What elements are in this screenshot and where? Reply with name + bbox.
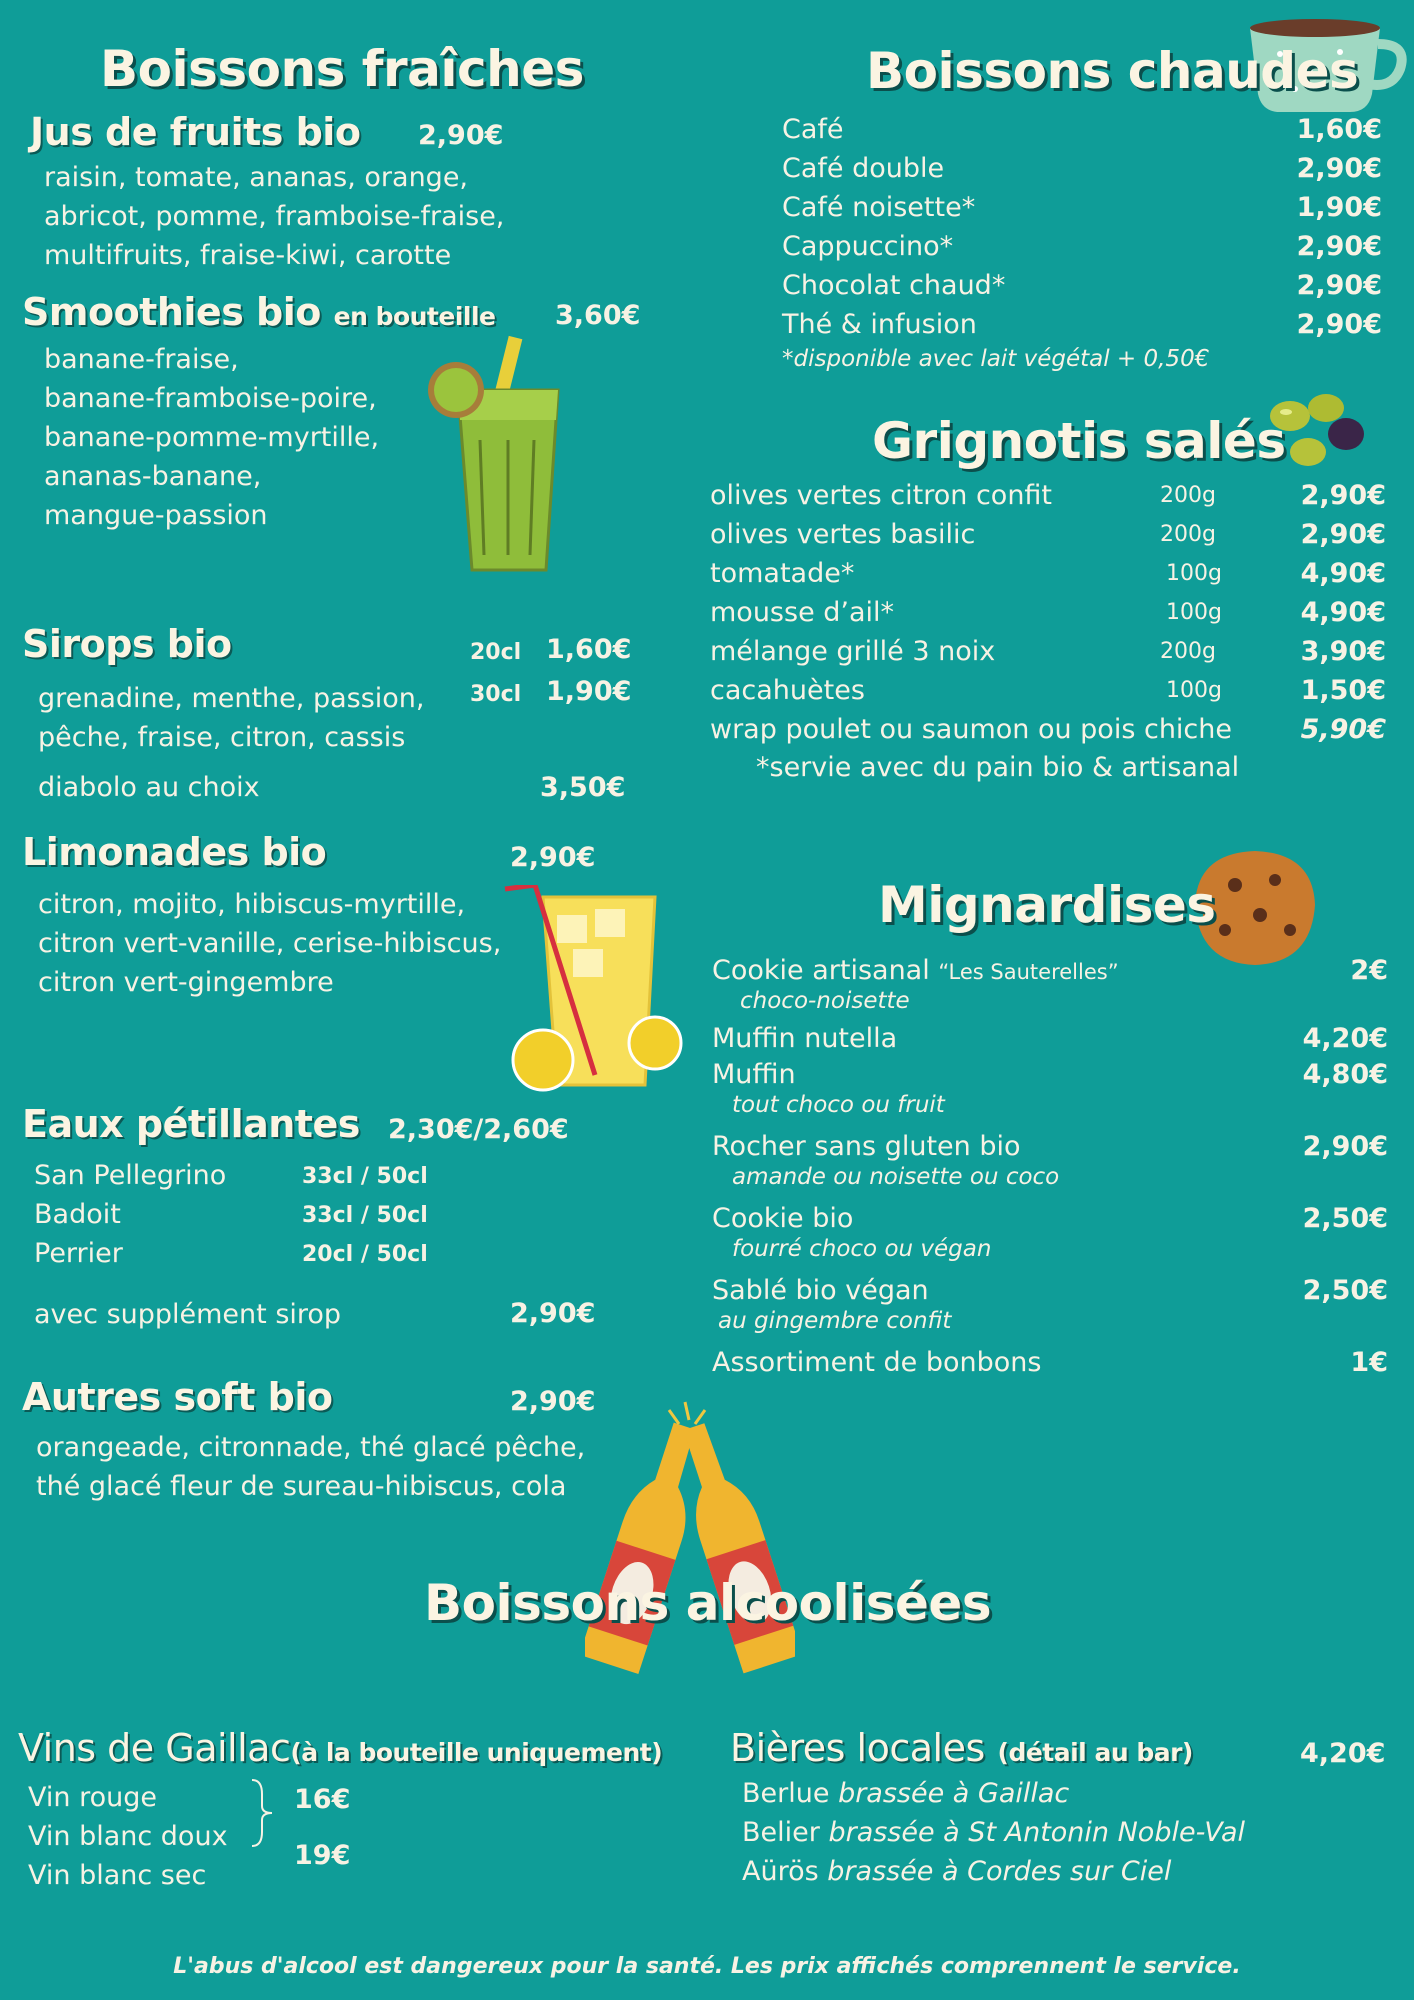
autres-line-1: orangeade, citronnade, thé glacé pêche, (36, 1432, 586, 1463)
item-name: Café (782, 114, 844, 145)
biere-row: Aürös brassée à Cordes sur Ciel (742, 1856, 1172, 1887)
item-name: Cookie artisanal “Les Sauterelles” (712, 954, 1119, 986)
mignardise-row (712, 1272, 1388, 1308)
bieres-suffix: (détail au bar) (997, 1738, 1193, 1767)
mignardise-row (712, 1200, 1388, 1236)
autres-line-2: thé glacé fleur de sureau-hibiscus, cola (36, 1471, 567, 1502)
limonades-line-3: citron vert-gingembre (38, 967, 334, 998)
item-name: Cappuccino* (782, 231, 954, 262)
item-price: 2,90€ (1296, 231, 1382, 262)
chaudes-note: *disponible avec lait végétal + 0,50€ (782, 346, 1210, 372)
chaudes-row (782, 227, 1382, 266)
limonades-title: Limonades bio (22, 830, 327, 874)
item-price: 1,60€ (1296, 114, 1382, 145)
vin-blanc-doux: Vin blanc doux (28, 1821, 228, 1852)
title-boissons-fraiches: Boissons fraîches (100, 40, 584, 98)
item-price: 1€ (1350, 1346, 1388, 1378)
sirops-line-2: pêche, fraise, citron, cassis (38, 722, 406, 753)
smoothies-suffix: en bouteille (333, 302, 496, 331)
smoothies-price: 3,60€ (555, 300, 641, 331)
vin-rouge: Vin rouge (28, 1782, 157, 1813)
item-price: 4,90€ (1300, 558, 1386, 589)
item-weight: 200g (1160, 522, 1216, 547)
eaux-item-2: Badoit (34, 1199, 121, 1230)
item-weight: 100g (1166, 678, 1222, 703)
item-price: 2,90€ (1300, 480, 1386, 511)
item-name: Café double (782, 153, 945, 184)
grignotis-row (710, 593, 1386, 632)
limonades-line-1: citron, mojito, hibiscus-myrtille, (38, 889, 466, 920)
item-price: 2,90€ (1296, 309, 1382, 340)
biere-row: Belier brassée à St Antonin Noble-Val (742, 1817, 1246, 1848)
title-mignardises: Mignardises (878, 876, 1216, 934)
item-weight: 200g (1160, 483, 1216, 508)
beer-bottles-icon (585, 1400, 795, 1690)
vins-title: Vins de Gaillac(à la bouteille uniquement) (18, 1726, 663, 1770)
vins-price-2: 19€ (294, 1840, 351, 1871)
jus-line-3: multifruits, fraise-kiwi, carotte (44, 240, 452, 271)
sirops-size-1: 20cl (470, 640, 522, 665)
grignotis-list (710, 476, 1386, 749)
autres-title: Autres soft bio (22, 1375, 333, 1419)
chaudes-row (782, 110, 1382, 149)
item-price: 3,90€ (1300, 636, 1386, 667)
item-name: mélange grillé 3 noix (710, 636, 996, 667)
eaux-size-1: 33cl / 50cl (302, 1164, 428, 1189)
item-price: 4,20€ (1302, 1022, 1388, 1054)
grignotis-row (710, 710, 1386, 749)
wrap-price: 5,90€ (1300, 714, 1386, 745)
eaux-size-2: 33cl / 50cl (302, 1203, 428, 1228)
item-name: mousse d’ail* (710, 597, 895, 628)
eaux-item-3: Perrier (34, 1238, 123, 1269)
supplement-label: avec supplément sirop (34, 1299, 342, 1330)
grignotis-row (710, 671, 1386, 710)
item-price: 2,50€ (1302, 1202, 1388, 1234)
biere-row: Berlue brassée à Gaillac (742, 1778, 1070, 1809)
vins-suffix: (à la bouteille uniquement) (290, 1738, 663, 1767)
limonades-line-2: citron vert-vanille, cerise-hibiscus, (38, 928, 502, 959)
item-name: Rocher sans gluten bio (712, 1130, 1021, 1162)
bieres-price: 4,20€ (1300, 1738, 1386, 1769)
smoothies-line-5: mangue-passion (44, 500, 268, 531)
autres-price: 2,90€ (510, 1386, 596, 1417)
eaux-price: 2,30€/2,60€ (388, 1114, 569, 1145)
item-name: Cookie bio (712, 1202, 854, 1234)
item-price: 1,90€ (1296, 192, 1382, 223)
item-name: tomatade* (710, 558, 855, 589)
item-name: Muffin (712, 1058, 796, 1090)
brace-icon (250, 1778, 274, 1848)
title-boissons-alcoolisees: Boissons alcoolisées (424, 1574, 992, 1632)
chaudes-row (782, 149, 1382, 188)
item-sub: au gingembre confit (718, 1308, 952, 1334)
smoothie-glass-icon (418, 330, 568, 580)
jus-title: Jus de fruits bio (30, 110, 361, 154)
supplement-price: 2,90€ (510, 1298, 596, 1329)
eaux-size-3: 20cl / 50cl (302, 1242, 428, 1267)
diabolo-label: diabolo au choix (38, 772, 260, 803)
item-sub: fourré choco ou végan (732, 1236, 992, 1262)
smoothies-line-2: banane-framboise-poire, (44, 383, 377, 414)
item-price: 2,90€ (1302, 1130, 1388, 1162)
title-grignotis: Grignotis salés (872, 412, 1286, 470)
eaux-item-1: San Pellegrino (34, 1160, 227, 1191)
grignotis-row (710, 632, 1386, 671)
wrap-name: wrap poulet ou saumon ou pois chiche (710, 714, 1233, 745)
mignardise-row (712, 1344, 1388, 1380)
item-name: Thé & infusion (782, 309, 977, 340)
mignardise-row (712, 952, 1388, 988)
item-name: Sablé bio végan (712, 1274, 929, 1306)
mignardise-row (712, 1056, 1388, 1092)
mignardises-list (712, 952, 1388, 1380)
chaudes-row (782, 188, 1382, 227)
title-boissons-chaudes: Boissons chaudes (866, 42, 1359, 100)
item-price: 2,90€ (1296, 153, 1382, 184)
grignotis-row (710, 515, 1386, 554)
item-sub: choco-noisette (740, 988, 910, 1014)
limonades-price: 2,90€ (510, 842, 596, 873)
footer-disclaimer: L'abus d'alcool est dangereux pour la santé. Les prix affichés comprennent le service. (173, 1954, 1241, 1979)
item-price: 2,50€ (1302, 1274, 1388, 1306)
vins-price-1: 16€ (294, 1784, 351, 1815)
item-name: olives vertes basilic (710, 519, 976, 550)
eaux-title: Eaux pétillantes (22, 1102, 360, 1146)
item-name: cacahuètes (710, 675, 865, 706)
item-name: olives vertes citron confit (710, 480, 1053, 511)
vin-blanc-sec: Vin blanc sec (28, 1860, 207, 1891)
bieres-title: Bières locales (détail au bar) (730, 1726, 1193, 1770)
jus-price: 2,90€ (418, 120, 504, 151)
item-price: 1,50€ (1300, 675, 1386, 706)
item-price: 2,90€ (1296, 270, 1382, 301)
item-weight: 100g (1166, 561, 1222, 586)
jus-line-2: abricot, pomme, framboise-fraise, (44, 201, 505, 232)
sirops-price-1: 1,60€ (546, 634, 632, 665)
jus-line-1: raisin, tomate, ananas, orange, (44, 162, 469, 193)
item-name: Café noisette* (782, 192, 976, 223)
grignotis-note: *servie avec du pain bio & artisanal (756, 752, 1240, 783)
mignardise-row (712, 1128, 1388, 1164)
item-weight: 100g (1166, 600, 1222, 625)
chaudes-row (782, 305, 1382, 344)
item-sub: amande ou noisette ou coco (732, 1164, 1060, 1190)
smoothies-title: Smoothies bio en bouteille (22, 290, 496, 334)
grignotis-row (710, 476, 1386, 515)
sirops-title: Sirops bio (22, 622, 232, 666)
chaudes-list (782, 110, 1382, 344)
diabolo-price: 3,50€ (540, 772, 626, 803)
grignotis-row (710, 554, 1386, 593)
lemonade-glass-icon (495, 885, 695, 1095)
chaudes-row (782, 266, 1382, 305)
sirops-size-2: 30cl (470, 682, 522, 707)
item-name: Assortiment de bonbons (712, 1346, 1042, 1378)
sirops-line-1: grenadine, menthe, passion, (38, 683, 425, 714)
item-name: Chocolat chaud* (782, 270, 1006, 301)
smoothies-line-4: ananas-banane, (44, 461, 262, 492)
item-weight: 200g (1160, 639, 1216, 664)
smoothies-line-3: banane-pomme-myrtille, (44, 422, 380, 453)
item-sub: tout choco ou fruit (732, 1092, 945, 1118)
item-name: Muffin nutella (712, 1022, 898, 1054)
sirops-price-2: 1,90€ (546, 676, 632, 707)
item-price: 4,80€ (1302, 1058, 1388, 1090)
item-price: 2,90€ (1300, 519, 1386, 550)
item-price: 4,90€ (1300, 597, 1386, 628)
smoothies-line-1: banane-fraise, (44, 344, 239, 375)
mignardise-row (712, 1020, 1388, 1056)
item-price: 2€ (1350, 954, 1388, 986)
